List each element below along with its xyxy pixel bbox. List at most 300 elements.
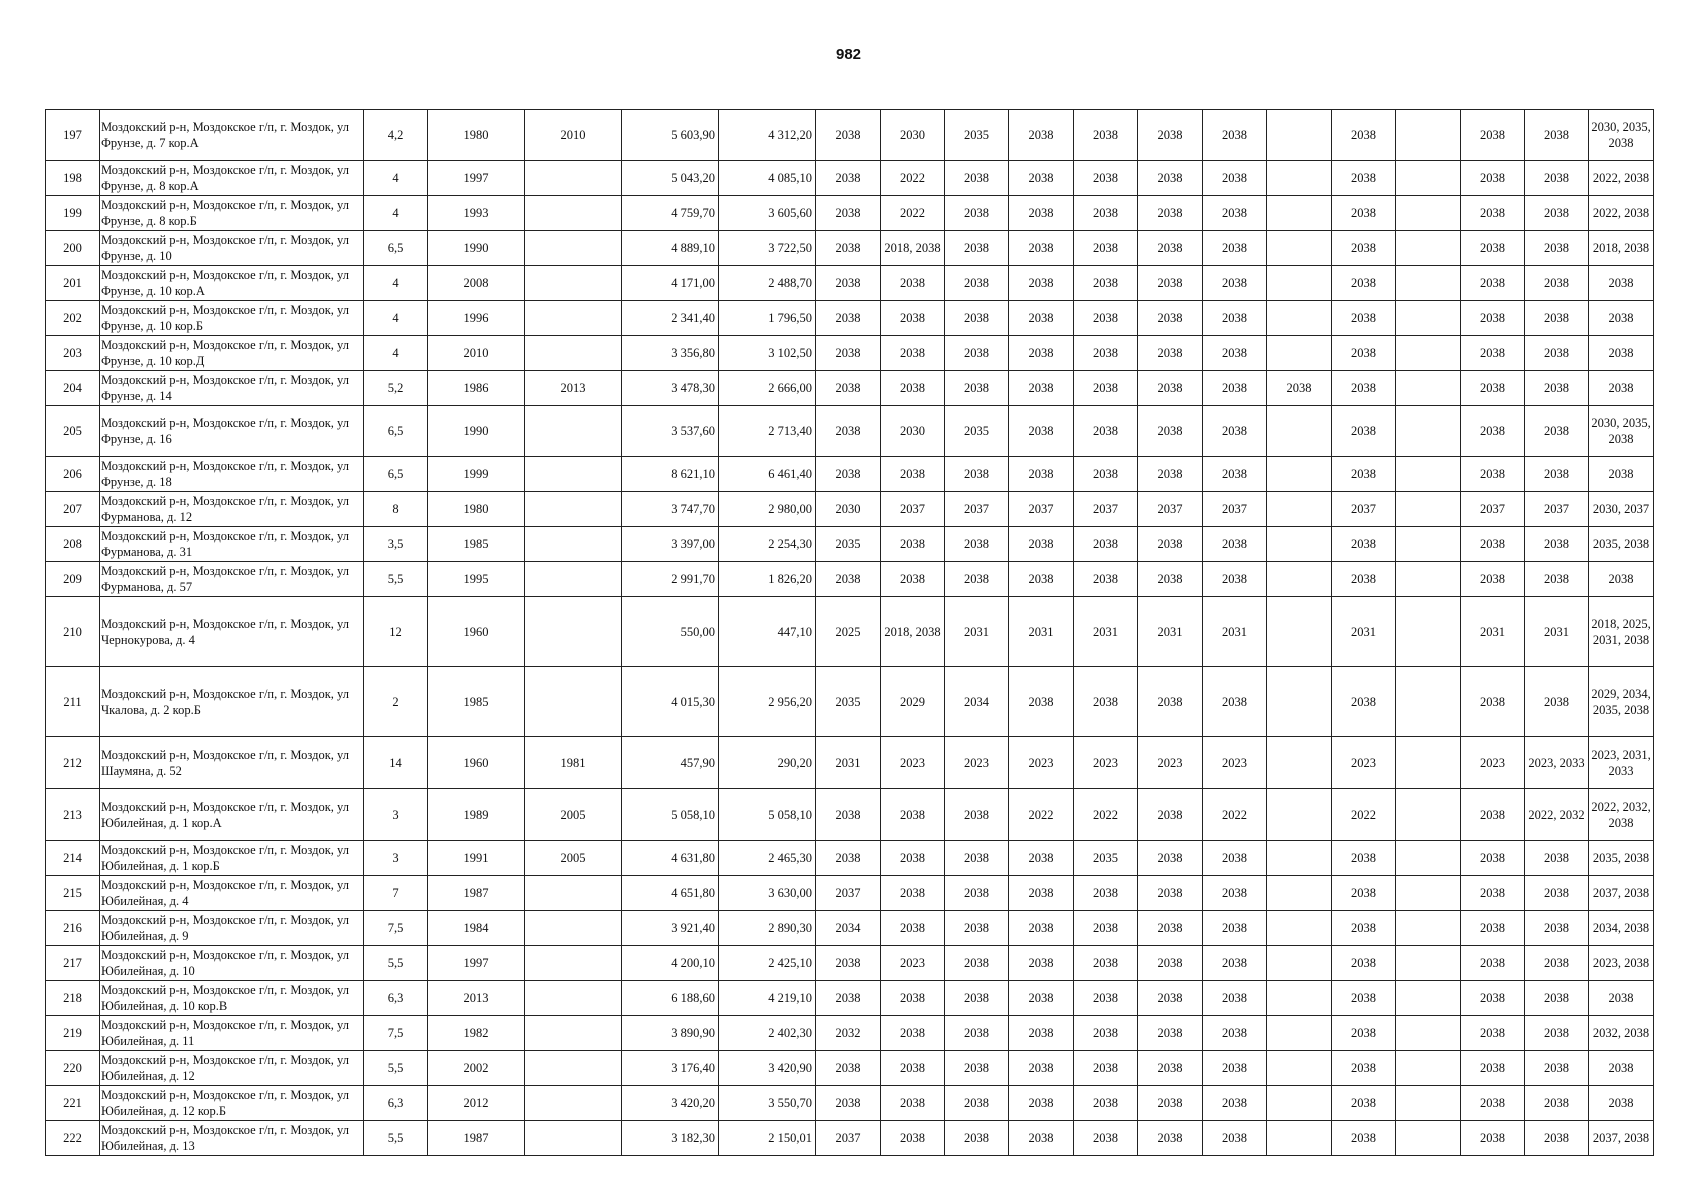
year-cell-6: 2038 [1138,981,1203,1016]
year-cell-5: 2031 [1074,597,1138,667]
year-cell-6: 2037 [1138,492,1203,527]
year-cell-2: 2038 [881,981,945,1016]
year-cell-12: 2022, 2032 [1525,789,1589,841]
year-cell-3: 2038 [945,161,1009,196]
year-cell-8 [1267,789,1332,841]
row-number-cell: 201 [46,266,100,301]
year-cell-9: 2037 [1332,492,1396,527]
living-area-cell: 3 102,50 [719,336,816,371]
year-cell-4: 2038 [1009,876,1074,911]
year-cell-2: 2038 [881,1086,945,1121]
year-cell-6: 2038 [1138,457,1203,492]
year-cell-7: 2038 [1203,876,1267,911]
year-cell-7: 2038 [1203,110,1267,161]
housing-registry-table [45,109,1654,1156]
total-area-cell: 4 631,80 [622,841,719,876]
total-area-cell: 3 747,70 [622,492,719,527]
total-area-cell: 4 651,80 [622,876,719,911]
floors-cell: 8 [364,492,428,527]
year-cell-9: 2038 [1332,1016,1396,1051]
renovation-year-cell [525,876,622,911]
year-cell-6: 2038 [1138,1016,1203,1051]
year-cell-10 [1396,301,1461,336]
table-body [46,110,1654,1156]
year-cell-3: 2038 [945,527,1009,562]
year-cell-7: 2038 [1203,1051,1267,1086]
year-cell-10 [1396,841,1461,876]
row-number-cell: 214 [46,841,100,876]
floors-cell: 7,5 [364,911,428,946]
year-cell-11: 2031 [1461,597,1525,667]
year-cell-3: 2034 [945,667,1009,737]
year-cell-10 [1396,737,1461,789]
row-number-cell: 218 [46,981,100,1016]
total-area-cell: 3 478,30 [622,371,719,406]
year-cell-3: 2038 [945,562,1009,597]
floors-cell: 5,5 [364,1051,428,1086]
year-cell-2: 2038 [881,1016,945,1051]
year-cell-11: 2038 [1461,231,1525,266]
living-area-cell: 1 796,50 [719,301,816,336]
table-row [46,301,1654,336]
year-cell-2: 2038 [881,301,945,336]
row-number-cell: 209 [46,562,100,597]
row-number-cell: 207 [46,492,100,527]
year-cell-10 [1396,161,1461,196]
year-cell-13: 2023, 2038 [1589,946,1654,981]
year-cell-12: 2038 [1525,231,1589,266]
address-cell: Моздокский р-н, Моздокское г/п, г. Моздок, ул Юбилейная, д. 10 [100,946,364,981]
table-row [46,492,1654,527]
year-cell-10 [1396,1086,1461,1121]
row-number-cell: 216 [46,911,100,946]
renovation-year-cell [525,492,622,527]
year-cell-13: 2018, 2025, 2031, 2038 [1589,597,1654,667]
year-cell-11: 2038 [1461,789,1525,841]
address-cell: Моздокский р-н, Моздокское г/п, г. Моздок, ул Юбилейная, д. 9 [100,911,364,946]
build-year-cell: 1985 [428,527,525,562]
year-cell-2: 2030 [881,406,945,457]
year-cell-13: 2038 [1589,266,1654,301]
total-area-cell: 3 537,60 [622,406,719,457]
table-row [46,1086,1654,1121]
year-cell-1: 2038 [816,110,881,161]
year-cell-10 [1396,597,1461,667]
year-cell-8 [1267,457,1332,492]
table-row [46,406,1654,457]
build-year-cell: 2002 [428,1051,525,1086]
address-cell: Моздокский р-н, Моздокское г/п, г. Моздок, ул Фрунзе, д. 18 [100,457,364,492]
floors-cell: 6,3 [364,1086,428,1121]
year-cell-11: 2038 [1461,371,1525,406]
year-cell-4: 2038 [1009,667,1074,737]
year-cell-1: 2038 [816,1086,881,1121]
year-cell-5: 2038 [1074,457,1138,492]
address-cell: Моздокский р-н, Моздокское г/п, г. Моздок, ул Фрунзе, д. 7 кор.А [100,110,364,161]
year-cell-1: 2038 [816,371,881,406]
build-year-cell: 1985 [428,667,525,737]
year-cell-1: 2038 [816,981,881,1016]
table-row [46,981,1654,1016]
total-area-cell: 5 058,10 [622,789,719,841]
build-year-cell: 1993 [428,196,525,231]
year-cell-4: 2038 [1009,336,1074,371]
year-cell-11: 2038 [1461,876,1525,911]
table-row [46,667,1654,737]
year-cell-11: 2038 [1461,110,1525,161]
living-area-cell: 2 980,00 [719,492,816,527]
year-cell-2: 2038 [881,876,945,911]
renovation-year-cell [525,336,622,371]
year-cell-3: 2038 [945,457,1009,492]
year-cell-12: 2038 [1525,266,1589,301]
page-number: 982 [835,46,862,63]
build-year-cell: 1990 [428,406,525,457]
year-cell-13: 2022, 2038 [1589,161,1654,196]
year-cell-12: 2038 [1525,336,1589,371]
year-cell-8 [1267,527,1332,562]
year-cell-6: 2038 [1138,231,1203,266]
living-area-cell: 4 085,10 [719,161,816,196]
living-area-cell: 447,10 [719,597,816,667]
year-cell-7: 2038 [1203,527,1267,562]
renovation-year-cell [525,301,622,336]
year-cell-6: 2038 [1138,789,1203,841]
build-year-cell: 2010 [428,336,525,371]
floors-cell: 5,5 [364,562,428,597]
address-cell: Моздокский р-н, Моздокское г/п, г. Моздок, ул Фурманова, д. 31 [100,527,364,562]
year-cell-2: 2038 [881,911,945,946]
year-cell-13: 2038 [1589,562,1654,597]
renovation-year-cell [525,667,622,737]
year-cell-9: 2038 [1332,371,1396,406]
year-cell-12: 2038 [1525,841,1589,876]
year-cell-6: 2038 [1138,1086,1203,1121]
year-cell-9: 2038 [1332,911,1396,946]
year-cell-2: 2023 [881,946,945,981]
living-area-cell: 2 890,30 [719,911,816,946]
year-cell-7: 2038 [1203,196,1267,231]
year-cell-3: 2035 [945,110,1009,161]
renovation-year-cell [525,1086,622,1121]
renovation-year-cell [525,911,622,946]
year-cell-9: 2038 [1332,981,1396,1016]
build-year-cell: 1990 [428,231,525,266]
year-cell-3: 2031 [945,597,1009,667]
year-cell-8 [1267,597,1332,667]
year-cell-1: 2038 [816,841,881,876]
year-cell-6: 2038 [1138,266,1203,301]
year-cell-8 [1267,406,1332,457]
year-cell-6: 2031 [1138,597,1203,667]
year-cell-2: 2038 [881,266,945,301]
year-cell-3: 2038 [945,876,1009,911]
year-cell-5: 2038 [1074,266,1138,301]
year-cell-2: 2030 [881,110,945,161]
year-cell-7: 2037 [1203,492,1267,527]
year-cell-9: 2038 [1332,841,1396,876]
year-cell-6: 2038 [1138,161,1203,196]
year-cell-10 [1396,981,1461,1016]
year-cell-6: 2038 [1138,562,1203,597]
address-cell: Моздокский р-н, Моздокское г/п, г. Моздок, ул Фрунзе, д. 10 кор.Д [100,336,364,371]
year-cell-10 [1396,562,1461,597]
year-cell-1: 2038 [816,457,881,492]
year-cell-11: 2038 [1461,406,1525,457]
year-cell-7: 2038 [1203,336,1267,371]
renovation-year-cell: 2010 [525,110,622,161]
year-cell-5: 2038 [1074,1086,1138,1121]
year-cell-4: 2038 [1009,527,1074,562]
year-cell-11: 2038 [1461,841,1525,876]
build-year-cell: 1960 [428,737,525,789]
year-cell-2: 2037 [881,492,945,527]
year-cell-6: 2038 [1138,301,1203,336]
year-cell-13: 2022, 2038 [1589,196,1654,231]
row-number-cell: 204 [46,371,100,406]
year-cell-1: 2038 [816,1051,881,1086]
total-area-cell: 6 188,60 [622,981,719,1016]
total-area-cell: 550,00 [622,597,719,667]
year-cell-1: 2037 [816,1121,881,1156]
year-cell-1: 2035 [816,527,881,562]
living-area-cell: 2 465,30 [719,841,816,876]
row-number-cell: 200 [46,231,100,266]
year-cell-10 [1396,492,1461,527]
total-area-cell: 5 603,90 [622,110,719,161]
living-area-cell: 6 461,40 [719,457,816,492]
year-cell-8 [1267,1121,1332,1156]
renovation-year-cell [525,457,622,492]
row-number-cell: 206 [46,457,100,492]
table-row [46,1051,1654,1086]
row-number-cell: 222 [46,1121,100,1156]
year-cell-6: 2023 [1138,737,1203,789]
row-number-cell: 221 [46,1086,100,1121]
renovation-year-cell: 1981 [525,737,622,789]
total-area-cell: 2 991,70 [622,562,719,597]
year-cell-4: 2022 [1009,789,1074,841]
year-cell-3: 2038 [945,841,1009,876]
total-area-cell: 3 182,30 [622,1121,719,1156]
year-cell-5: 2022 [1074,789,1138,841]
year-cell-12: 2038 [1525,667,1589,737]
year-cell-10 [1396,1051,1461,1086]
year-cell-2: 2029 [881,667,945,737]
living-area-cell: 290,20 [719,737,816,789]
year-cell-3: 2038 [945,911,1009,946]
year-cell-6: 2038 [1138,110,1203,161]
year-cell-5: 2038 [1074,1121,1138,1156]
year-cell-10 [1396,196,1461,231]
year-cell-4: 2038 [1009,231,1074,266]
year-cell-5: 2038 [1074,231,1138,266]
year-cell-11: 2038 [1461,196,1525,231]
floors-cell: 6,5 [364,406,428,457]
year-cell-12: 2031 [1525,597,1589,667]
row-number-cell: 215 [46,876,100,911]
year-cell-13: 2035, 2038 [1589,527,1654,562]
year-cell-12: 2038 [1525,406,1589,457]
year-cell-11: 2038 [1461,266,1525,301]
year-cell-2: 2038 [881,841,945,876]
year-cell-3: 2038 [945,1121,1009,1156]
year-cell-9: 2038 [1332,457,1396,492]
table-row [46,737,1654,789]
table-row [46,841,1654,876]
address-cell: Моздокский р-н, Моздокское г/п, г. Моздок, ул Шаумяна, д. 52 [100,737,364,789]
year-cell-7: 2023 [1203,737,1267,789]
living-area-cell: 2 425,10 [719,946,816,981]
floors-cell: 7 [364,876,428,911]
year-cell-1: 2030 [816,492,881,527]
build-year-cell: 1986 [428,371,525,406]
total-area-cell: 3 397,00 [622,527,719,562]
year-cell-3: 2038 [945,1016,1009,1051]
year-cell-11: 2038 [1461,946,1525,981]
build-year-cell: 1997 [428,946,525,981]
year-cell-3: 2038 [945,231,1009,266]
year-cell-12: 2038 [1525,301,1589,336]
year-cell-13: 2038 [1589,301,1654,336]
year-cell-5: 2038 [1074,336,1138,371]
row-number-cell: 210 [46,597,100,667]
year-cell-10 [1396,1016,1461,1051]
total-area-cell: 3 176,40 [622,1051,719,1086]
floors-cell: 3,5 [364,527,428,562]
address-cell: Моздокский р-н, Моздокское г/п, г. Моздок, ул Юбилейная, д. 12 кор.Б [100,1086,364,1121]
year-cell-8 [1267,336,1332,371]
year-cell-10 [1396,371,1461,406]
total-area-cell: 2 341,40 [622,301,719,336]
row-number-cell: 219 [46,1016,100,1051]
floors-cell: 6,3 [364,981,428,1016]
year-cell-13: 2032, 2038 [1589,1016,1654,1051]
year-cell-1: 2038 [816,406,881,457]
year-cell-2: 2038 [881,1121,945,1156]
year-cell-13: 2038 [1589,981,1654,1016]
year-cell-1: 2038 [816,946,881,981]
year-cell-5: 2038 [1074,196,1138,231]
year-cell-3: 2038 [945,301,1009,336]
year-cell-7: 2038 [1203,457,1267,492]
address-cell: Моздокский р-н, Моздокское г/п, г. Моздок, ул Фрунзе, д. 10 кор.Б [100,301,364,336]
year-cell-13: 2030, 2035, 2038 [1589,110,1654,161]
year-cell-9: 2038 [1332,1051,1396,1086]
build-year-cell: 1991 [428,841,525,876]
table-row [46,911,1654,946]
year-cell-3: 2038 [945,789,1009,841]
year-cell-2: 2038 [881,457,945,492]
living-area-cell: 1 826,20 [719,562,816,597]
year-cell-7: 2038 [1203,266,1267,301]
year-cell-8 [1267,667,1332,737]
year-cell-12: 2038 [1525,946,1589,981]
year-cell-10 [1396,336,1461,371]
living-area-cell: 4 312,20 [719,110,816,161]
total-area-cell: 457,90 [622,737,719,789]
year-cell-13: 2030, 2037 [1589,492,1654,527]
year-cell-5: 2038 [1074,946,1138,981]
year-cell-7: 2038 [1203,371,1267,406]
total-area-cell: 4 015,30 [622,667,719,737]
year-cell-7: 2038 [1203,562,1267,597]
year-cell-13: 2035, 2038 [1589,841,1654,876]
address-cell: Моздокский р-н, Моздокское г/п, г. Моздок, ул Фрунзе, д. 8 кор.Б [100,196,364,231]
renovation-year-cell [525,1121,622,1156]
year-cell-7: 2038 [1203,1016,1267,1051]
year-cell-13: 2038 [1589,1086,1654,1121]
year-cell-8 [1267,301,1332,336]
renovation-year-cell [525,527,622,562]
year-cell-1: 2025 [816,597,881,667]
floors-cell: 5,5 [364,1121,428,1156]
row-number-cell: 205 [46,406,100,457]
year-cell-4: 2038 [1009,406,1074,457]
year-cell-5: 2037 [1074,492,1138,527]
year-cell-8 [1267,876,1332,911]
year-cell-11: 2038 [1461,1121,1525,1156]
year-cell-5: 2038 [1074,1051,1138,1086]
year-cell-9: 2038 [1332,946,1396,981]
table-row [46,946,1654,981]
row-number-cell: 199 [46,196,100,231]
living-area-cell: 4 219,10 [719,981,816,1016]
year-cell-12: 2038 [1525,981,1589,1016]
year-cell-9: 2038 [1332,231,1396,266]
year-cell-9: 2031 [1332,597,1396,667]
floors-cell: 2 [364,667,428,737]
year-cell-10 [1396,876,1461,911]
total-area-cell: 3 921,40 [622,911,719,946]
renovation-year-cell [525,981,622,1016]
year-cell-6: 2038 [1138,946,1203,981]
floors-cell: 7,5 [364,1016,428,1051]
year-cell-4: 2038 [1009,911,1074,946]
living-area-cell: 3 630,00 [719,876,816,911]
year-cell-10 [1396,457,1461,492]
build-year-cell: 1989 [428,789,525,841]
year-cell-3: 2038 [945,1051,1009,1086]
year-cell-7: 2038 [1203,1121,1267,1156]
renovation-year-cell [525,161,622,196]
build-year-cell: 2013 [428,981,525,1016]
floors-cell: 3 [364,841,428,876]
build-year-cell: 2012 [428,1086,525,1121]
row-number-cell: 198 [46,161,100,196]
living-area-cell: 3 550,70 [719,1086,816,1121]
year-cell-8 [1267,196,1332,231]
year-cell-5: 2038 [1074,161,1138,196]
year-cell-10 [1396,231,1461,266]
year-cell-4: 2038 [1009,110,1074,161]
year-cell-10 [1396,110,1461,161]
year-cell-2: 2038 [881,789,945,841]
address-cell: Моздокский р-н, Моздокское г/п, г. Моздок, ул Фрунзе, д. 10 кор.А [100,266,364,301]
year-cell-6: 2038 [1138,527,1203,562]
year-cell-2: 2018, 2038 [881,597,945,667]
year-cell-13: 2038 [1589,1051,1654,1086]
year-cell-4: 2038 [1009,1121,1074,1156]
table-row [46,876,1654,911]
year-cell-9: 2038 [1332,301,1396,336]
year-cell-6: 2038 [1138,406,1203,457]
year-cell-13: 2038 [1589,336,1654,371]
year-cell-2: 2038 [881,336,945,371]
year-cell-12: 2038 [1525,110,1589,161]
living-area-cell: 2 402,30 [719,1016,816,1051]
year-cell-8 [1267,231,1332,266]
